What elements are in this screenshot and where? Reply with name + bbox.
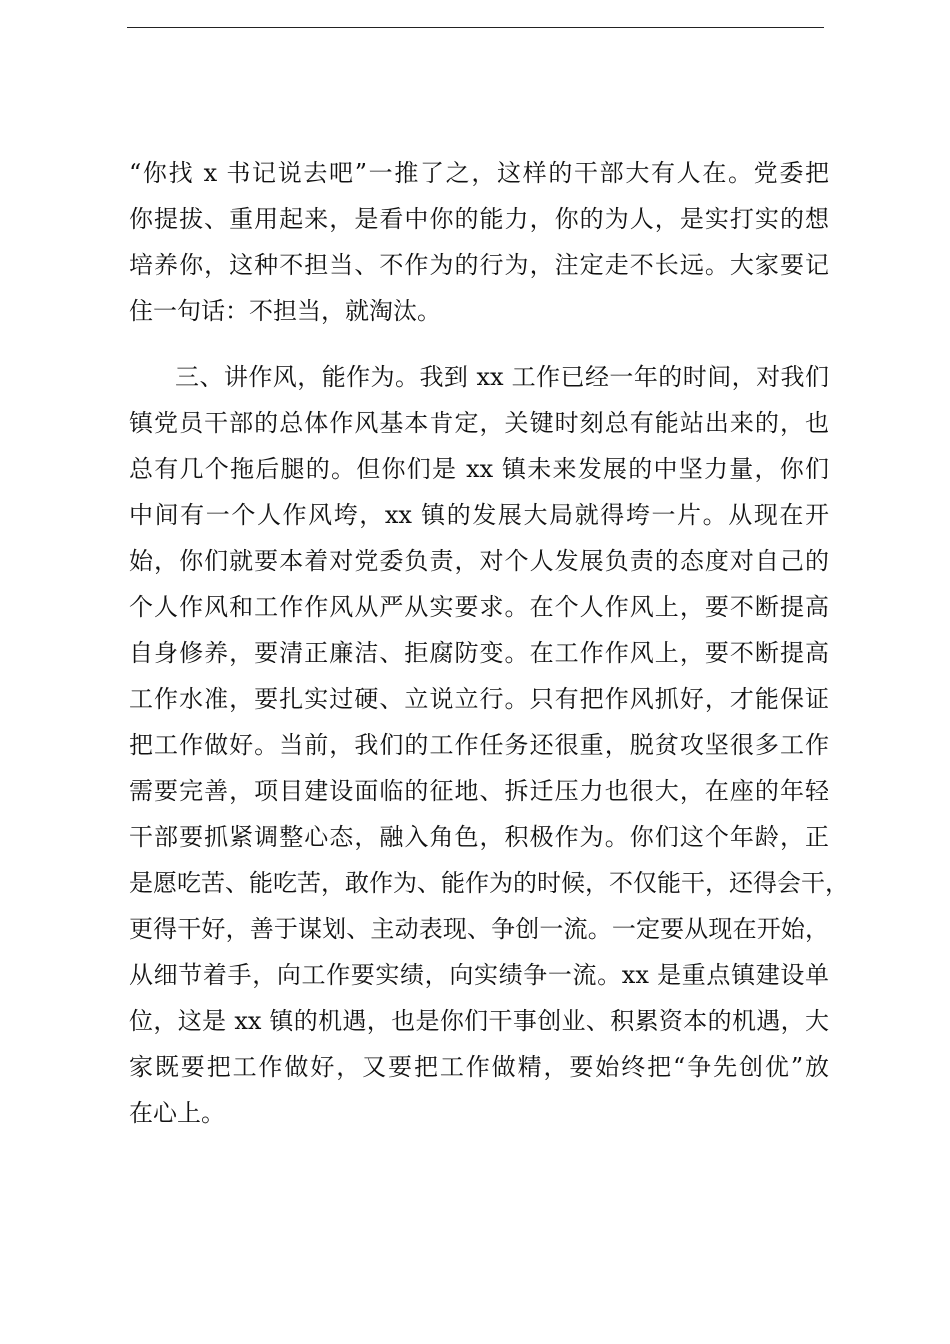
text-line: 需要完善，项目建设面临的征地、拆迁压力也很大，在座的年轻 (129, 777, 829, 805)
text-line: 始，你们就要本着对党委负责，对个人发展负责的态度对自己的 (129, 547, 829, 575)
paragraph-gap (129, 334, 829, 354)
text-line: 在心上。 (129, 1099, 225, 1127)
text-line: 培养你，这种不担当、不作为的行为，注定走不长远。大家要记 (129, 251, 829, 279)
paragraph-2 (129, 354, 849, 1136)
text-line: 个人作风和工作作风从严从实要求。在个人作风上，要不断提高 (129, 593, 829, 621)
document-body (129, 150, 849, 1136)
text-line: 自身修养，要清正廉洁、拒腐防变。在工作作风上，要不断提高 (129, 639, 829, 667)
text-line: 家既要把工作做好，又要把工作做精，要始终把“争先创优”放 (129, 1053, 829, 1081)
text-line: 更得干好，善于谋划、主动表现、争创一流。一定要从现在开始， (129, 915, 829, 943)
text-line: “你找 x 书记说去吧”一推了之，这样的干部大有人在。党委把 (129, 159, 829, 187)
header-rule (127, 27, 824, 28)
text-line: 三、讲作风，能作为。我到 xx 工作已经一年的时间，对我们 (175, 363, 829, 391)
text-line: 镇党员干部的总体作风基本肯定，关键时刻总有能站出来的，也 (129, 409, 829, 437)
paragraph-1 (129, 150, 829, 334)
text-line: 住一句话：不担当，就淘汰。 (129, 297, 441, 325)
text-line: 干部要抓紧调整心态，融入角色，积极作为。你们这个年龄，正 (129, 823, 829, 851)
text-line: 是愿吃苦、能吃苦，敢作为、能作为的时候，不仅能干，还得会干， (129, 869, 849, 897)
text-line: 位，这是 xx 镇的机遇，也是你们干事创业、积累资本的机遇，大 (129, 1007, 829, 1035)
text-line: 把工作做好。当前，我们的工作任务还很重，脱贫攻坚很多工作 (129, 731, 829, 759)
text-line: 工作水准，要扎实过硬、立说立行。只有把作风抓好，才能保证 (129, 685, 829, 713)
text-line: 总有几个拖后腿的。但你们是 xx 镇未来发展的中坚力量，你们 (129, 455, 829, 483)
text-line: 中间有一个人作风垮，xx 镇的发展大局就得垮一片。从现在开 (129, 501, 829, 529)
text-line: 你提拔、重用起来，是看中你的能力，你的为人，是实打实的想 (129, 205, 829, 233)
text-line: 从细节着手，向工作要实绩，向实绩争一流。xx 是重点镇建设单 (129, 961, 829, 989)
